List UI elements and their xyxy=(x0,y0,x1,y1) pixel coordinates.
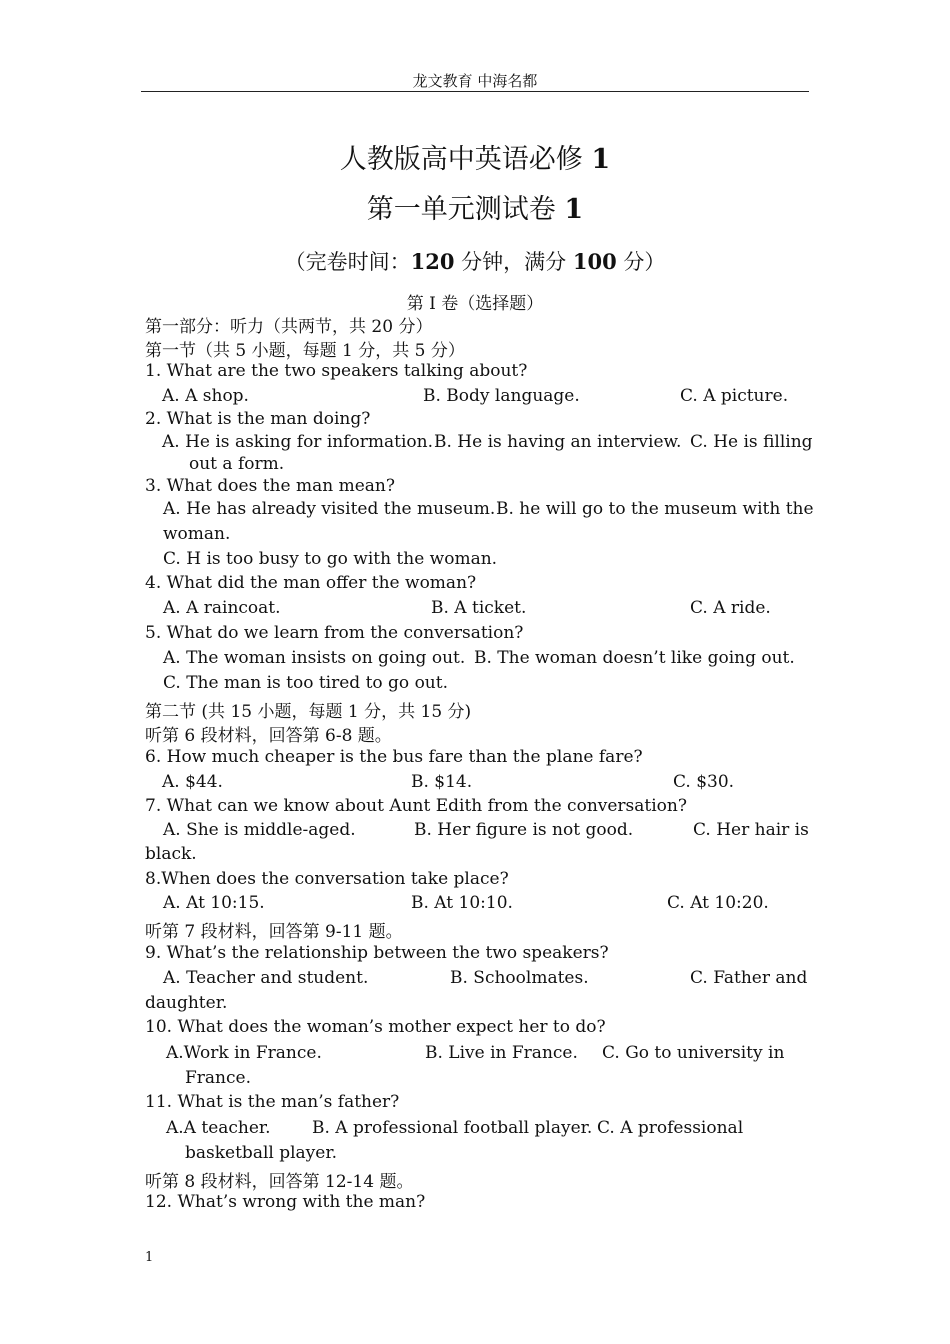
header-rule xyxy=(141,91,809,92)
q4-option-b: B. A ticket. xyxy=(431,598,527,618)
part-heading: 第一部分：听力（共两节，共 20 分） xyxy=(145,317,433,337)
q6-option-b: B. $14. xyxy=(411,772,473,792)
q1-option-c: C. A picture. xyxy=(680,386,789,406)
q2-option-b: B. He is having an interview. xyxy=(434,432,682,452)
q7-option-c: C. Her hair is xyxy=(693,820,809,840)
q1-option-a: A. A shop. xyxy=(162,386,249,406)
q9-option-b: B. Schoolmates. xyxy=(450,968,589,988)
q9-option-a: A. Teacher and student. xyxy=(163,968,369,988)
q6-option-a: A. $44. xyxy=(162,772,223,792)
q4-option-c: C. A ride. xyxy=(690,598,771,618)
q7-option-a: A. She is middle-aged. xyxy=(163,820,356,840)
section-heading-1: 第一节（共 5 小题，每题 1 分，共 5 分） xyxy=(145,341,465,361)
q5-option-b: B. The woman doesn’t like going out. xyxy=(474,648,795,668)
q10-option-b: B. Live in France. xyxy=(425,1043,578,1063)
doc-title-line2: 第一单元测试卷 1 xyxy=(366,194,584,225)
q5-option-c: C. The man is too tired to go out. xyxy=(163,673,448,693)
question-2: 2. What is the man doing? xyxy=(145,409,371,429)
material-7-note: 听第 7 段材料，回答第 9-11 题。 xyxy=(145,922,403,942)
question-6: 6. How much cheaper is the bus fare than the plane fare? xyxy=(145,747,643,767)
section-title: 第 I 卷（选择题） xyxy=(406,294,544,314)
q7-option-c-cont: black. xyxy=(145,844,197,864)
q10-option-a: A.Work in France. xyxy=(166,1043,322,1063)
q2-option-a: A. He is asking for information. xyxy=(162,432,433,452)
material-8-note: 听第 8 段材料，回答第 12-14 题。 xyxy=(145,1172,414,1192)
q9-option-c: C. Father and xyxy=(690,968,808,988)
question-11: 11. What is the man’s father? xyxy=(145,1092,400,1112)
q11-option-c: C. A professional xyxy=(597,1118,744,1138)
q4-option-a: A. A raincoat. xyxy=(163,598,281,618)
q2-option-c-cont: out a form. xyxy=(189,454,285,474)
question-9: 9. What’s the relationship between the two speakers? xyxy=(145,943,609,963)
question-5: 5. What do we learn from the conversation? xyxy=(145,623,524,643)
q10-option-c: C. Go to university in xyxy=(602,1043,785,1063)
q7-option-b: B. Her figure is not good. xyxy=(414,820,634,840)
question-1: 1. What are the two speakers talking about? xyxy=(145,361,528,381)
question-7: 7. What can we know about Aunt Edith from the conversation? xyxy=(145,796,687,816)
q8-option-b: B. At 10:10. xyxy=(411,893,513,913)
q5-option-a: A. The woman insists on going out. xyxy=(163,648,466,668)
material-6-note: 听第 6 段材料，回答第 6-8 题。 xyxy=(145,726,392,746)
question-4: 4. What did the man offer the woman? xyxy=(145,573,477,593)
q6-option-c: C. $30. xyxy=(673,772,735,792)
q3-option-a: A. He has already visited the museum. xyxy=(163,499,496,519)
q1-option-b: B. Body language. xyxy=(423,386,580,406)
q11-option-c-cont: basketball player. xyxy=(185,1143,338,1163)
q3-option-b: B. he will go to the museum with the xyxy=(496,499,814,519)
q11-option-b: B. A professional football player. xyxy=(312,1118,593,1138)
question-10: 10. What does the woman’s mother expect her to do? xyxy=(145,1017,606,1037)
q9-option-c-cont: daughter. xyxy=(145,993,228,1013)
question-3: 3. What does the man mean? xyxy=(145,476,395,496)
q11-option-a: A.A teacher. xyxy=(166,1118,271,1138)
q8-option-a: A. At 10:15. xyxy=(163,893,265,913)
exam-info: （完卷时间：120 分钟，满分 100 分） xyxy=(284,249,666,274)
q3-option-b-cont: woman. xyxy=(163,524,231,544)
q10-option-c-cont: France. xyxy=(185,1068,251,1088)
page-header: 龙文教育 中海名都 xyxy=(412,72,538,90)
q3-option-c: C. H is too busy to go with the woman. xyxy=(163,549,498,569)
q2-option-c: C. He is filling xyxy=(690,432,813,452)
doc-title-line1: 人教版高中英语必修 1 xyxy=(339,144,611,175)
question-12: 12. What’s wrong with the man? xyxy=(145,1192,426,1212)
q8-option-c: C. At 10:20. xyxy=(667,893,769,913)
section-heading-2: 第二节 (共 15 小题，每题 1 分，共 15 分) xyxy=(145,702,472,722)
question-8: 8.When does the conversation take place? xyxy=(145,869,509,889)
page-number: 1 xyxy=(145,1250,154,1265)
